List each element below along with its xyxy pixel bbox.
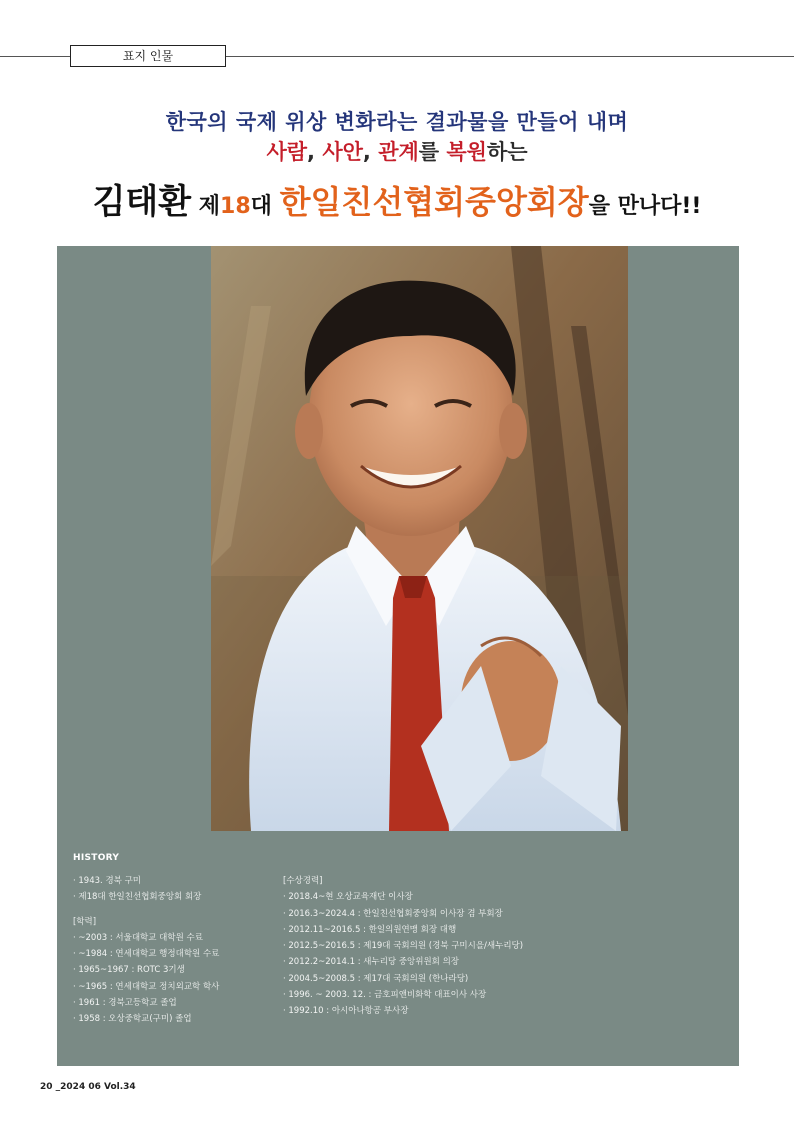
history-item: · ~2003 : 서울대학교 대학원 수료 (73, 932, 203, 943)
headline-line-1: 한국의 국제 위상 변화라는 결과물을 만들어 내며 (165, 110, 629, 134)
headline-text: 하는 (486, 140, 528, 164)
history-section-heading: [수상경력] (283, 876, 323, 886)
section-tag: 표지 인물 (70, 45, 226, 67)
history-right-column (283, 873, 583, 1020)
history-item: · 2016.3~2024.4 : 한일친선협회중앙회 이사장 겸 부회장 (283, 908, 503, 919)
headline-text: 대 (250, 194, 280, 219)
history-item: · 1943. 경북 구미 (73, 876, 141, 886)
history-item: · ~1965 : 연세대학교 정치외교학 학사 (73, 981, 220, 992)
portrait-photo (211, 246, 628, 831)
history-item: · 2012.11~2016.5 : 한일의원연맹 회장 대행 (283, 924, 457, 935)
headline-word-relations: 관계 (378, 140, 419, 164)
history-item: · ~1984 : 연세대학교 행정대학원 수료 (73, 949, 220, 960)
headline-text: 을 만나다!! (588, 194, 702, 219)
headline-line-2 (0, 136, 794, 166)
headline-text: 제 (191, 194, 221, 219)
headline-separator: , (307, 140, 323, 164)
headline-word-people: 사람 (266, 140, 308, 164)
history-item: · 2018.4~현 오상교육재단 이사장 (283, 892, 413, 903)
history-item: · 2012.5~2016.5 : 제19대 국회의원 (경북 구미시을/새누리당) (283, 941, 524, 952)
organization-name: 한일친선협회중앙회장 (279, 183, 589, 221)
page-footer: 20 _2024 06 Vol.34 (40, 1082, 136, 1092)
history-section-heading: [학력] (73, 916, 97, 927)
history-item: · 2012.2~2014.1 : 새누리당 중앙위원회 의장 (283, 957, 460, 968)
history-item: · 1992.10 : 아시아나항공 부사장 (283, 1006, 409, 1017)
history-item: · 1961 : 경북고등학교 졸업 (73, 998, 177, 1009)
headline-word-issues: 사안 (322, 140, 363, 164)
history-item: · 제18대 한일친선협회중앙회 회장 (73, 892, 202, 903)
history-item: · 2004.5~2008.5 : 제17대 국회의원 (한나라당) (283, 973, 469, 984)
headline-word-restore: 복원 (446, 140, 487, 164)
history-title: HISTORY (73, 853, 120, 863)
headline-text: 를 (418, 140, 447, 164)
headline-number: 18 (220, 194, 251, 219)
headline-line-3 (0, 174, 794, 223)
headline-separator: , (362, 140, 379, 164)
history-item: · 1996. ~ 2003. 12. : 금호피앤비화학 대표이사 사장 (283, 990, 487, 1001)
list-spacer (73, 906, 273, 914)
history-left-column (73, 873, 273, 1028)
history-item: · 1958 : 오상중학교(구미) 졸업 (73, 1014, 192, 1025)
person-name: 김태환 (92, 182, 192, 222)
history-item: · 1965~1967 : ROTC 3기생 (73, 965, 185, 976)
